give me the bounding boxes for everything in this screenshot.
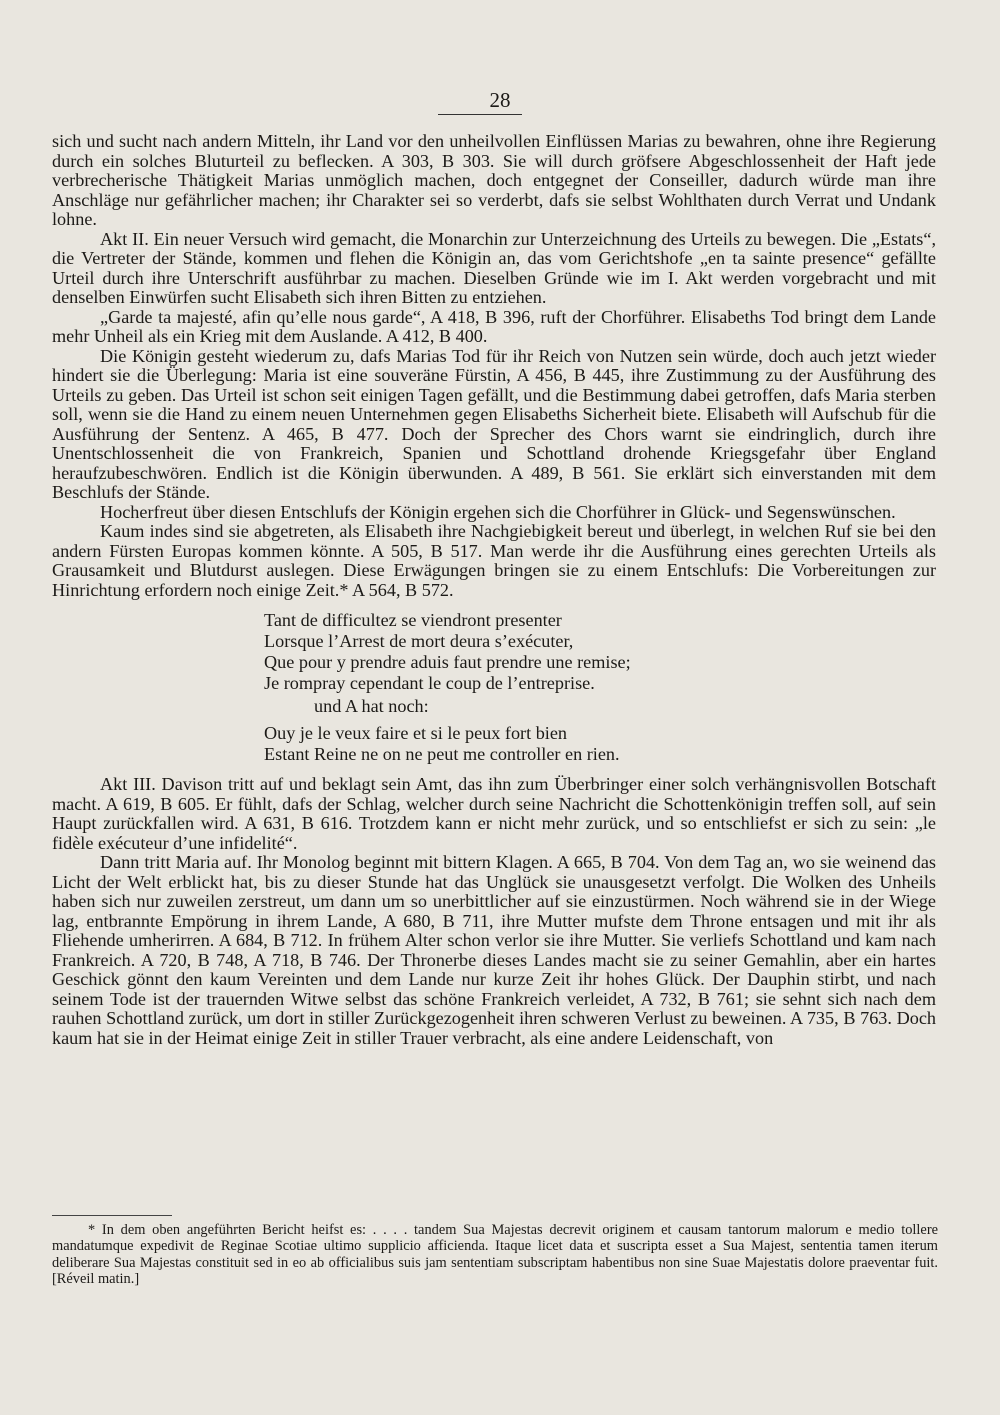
body-text — [52, 132, 936, 1048]
verse-line: Lorsque l’Arrest de mort deura s’exécuter, — [264, 631, 574, 651]
paragraph-maria-monolog: Dann tritt Maria auf. Ihr Monolog beginnt mit bittern Klagen. A 665, B 704. Von dem Tag an, wo sie weinend das Licht der Welt erblickt hat, bis zu dieser Stunde hat das Unglück sie unausgesetzt verfolgt. Die Wolken des Unheils haben sich nur zuweilen zerstreut, um dann um so unerbittlicher auf sie einzustürmen. Noch während sie in der Wiege lag, entbrannte Empörung in ihrem Lande, A 680, B 711, ihre Mutter mufste dem Throne entsagen und mit ihr als Fliehende umherirren. A 684, B 712. In frühem Alter schon verlor sie ihre Mutter. Sie verliefs Schottland und kam nach Frankreich. A 720, B 748, A 718, B 746. Der Thronerbe dieses Landes macht sie zu seiner Gemahlin, aber ein hartes Geschick gönnt den kaum Vereinten und dem Lande nur kurze Zeit ihr hohes Glück. Der Dauphin stirbt, und nach seinem Tode ist der trauernden Witwe selbst das schöne Frankreich verleidet, A 732, B 761; sie sehnt sich nach dem rauhen Schottland zurück, um dort in stiller Zurückgezogenheit ihren schweren Verlust zu beweinen. A 735, B 763. Doch kaum hat sie in der Heimat einige Zeit in stiller Trauer verbracht, als eine andere Leidenschaft, von — [52, 852, 936, 1048]
paragraph-akt-2: Akt II. Ein neuer Versuch wird gemacht, die Monarchin zur Unterzeichnung des Urteils zu bewegen. Die „Estats“, die Vertreter der Stände, kommen und flehen die Königin an, das vom Gerichtshofe „en ta sainte presence“ gefällte Urteil durch ihre Unterschrift ausführbar zu machen. Dieselben Gründe wie im I. Akt werden vorgebracht und mit denselben Einwürfen sucht Elisabeth sich ihren Bitten zu entziehen. — [52, 228, 936, 307]
verse-line: Je rompray cependant le coup de l’entreprise. — [264, 673, 595, 693]
footnote-rule — [52, 1215, 172, 1216]
page-number-rule — [438, 114, 522, 115]
paragraph-koenigin-gesteht: Die Königin gesteht wiederum zu, dafs Marias Tod für ihr Reich von Nutzen sein würde, doch auch jetzt wieder hindert sie die Überlegung: Maria ist eine souveräne Fürstin, A 456, B 445, ihre Zustimmung zu der Ausführung des Urteils zu geben. Das Urteil ist schon seit einigen Tagen gefällt, und die Bestimmung dabei getroffen, dafs Maria sterben soll, wenn sie die Hand zu einem neuen Unternehmen gegen Elisabeths Sicherheit biete. Elisabeth will Aufschub für die Ausführung der Sentenz. A 465, B 477. Doch der Sprecher des Chors warnt sie eindringlich, durch ihre Unentschlossenheit die von Frankreich, Spanien und Schottland drohende Kriegsgefahr über England heraufzubeschwören. Endlich ist die Königin überwunden. A 489, B 561. Sie erklärt sich einverstanden mit dem Beschlufs der Stände. — [52, 345, 936, 502]
paragraph-akt-3: Akt III. Davison tritt auf und beklagt sein Amt, das ihn zum Überbringer einer solch verhängnisvollen Botschaft macht. A 619, B 605. Er fühlt, dafs der Schlag, welcher durch seine Nachricht die Schottenkönigin treffen soll, auf sein Haupt zurückfallen wird. A 631, B 616. Trotzdem kann er nicht mehr zurück, und so entschliefst er sich zu sein: „le fidèle exécuteur d’une infidelité“. — [52, 774, 936, 853]
verse-note: und A hat noch: — [314, 696, 429, 716]
footnote: * In dem oben angeführten Bericht heifst es: . . . . tandem Sua Majestas decrevit originem et causam tantorum malorum e medio tollere mandatumque expedivit de Reginae Scotiae ultimo supplicio afficienda. Itaque licet data et suscripta esset a Sua Majest, sententia tamen iterum deliberare Sua Majestas constituit sed in eo ab officialibus suis jam sententiam subscriptam habentibus non sine Suae Majestatis dolore praeventar fuit. [Réveil matin.] — [52, 1222, 938, 1288]
page-number: 28 — [489, 88, 511, 112]
verse-quotation — [264, 610, 936, 765]
paragraph-hocherfreut: Hocherfreut über diesen Entschlufs der Königin ergehen sich die Chorführer in Glück- und Segenswünschen. — [100, 501, 896, 522]
verse-line: Que pour y prendre aduis faut prendre une remise; — [264, 652, 631, 672]
verse-line: Tant de difficultez se viendront presenter — [264, 610, 562, 630]
verse-line: Estant Reine ne on ne peut me controller en rien. — [264, 744, 620, 764]
paragraph-continuation: sich und sucht nach andern Mitteln, ihr Land vor den unheilvollen Einflüssen Marias zu bewahren, ohne ihre Regierung durch ein solches Bluturteil zu beflecken. A 303, B 303. Sie will durch gröfsere Abgeschlossenheit der Haft jede verbrecherische Thätigkeit Marias unmöglich machen, doch entgegnet der Conseiller, dadurch würde man ihre Anschläge nur gefährlicher machen; ihr Charakter sei so verderbt, dafs sie selbst Wohlthaten durch Verrat und Undank lohne. — [52, 131, 936, 229]
verse-line: Ouy je le veux faire et si le peux fort bien — [264, 723, 568, 743]
paragraph-garde-ta-majeste: „Garde ta majesté, afin qu’elle nous garde“, A 418, B 396, ruft der Chorführer. Elisabeths Tod bringt dem Lande mehr Unheil als ein Krieg mit dem Auslande. A 412, B 400. — [52, 306, 936, 346]
paragraph-kaum-indes: Kaum indes sind sie abgetreten, als Elisabeth ihre Nachgiebigkeit bereut und überlegt, in welchen Ruf sie bei den andern Fürsten Europas kommen könnte. A 505, B 517. Man werde ihr die Ausführung eines gerechten Urteils als Grausamkeit und Blutdurst auslegen. Diese Erwägungen bringen sie zu einem Entschlufs: Die Vorbereitungen zur Hinrichtung erfordern noch einige Zeit.* A 564, B 572. — [52, 521, 936, 600]
